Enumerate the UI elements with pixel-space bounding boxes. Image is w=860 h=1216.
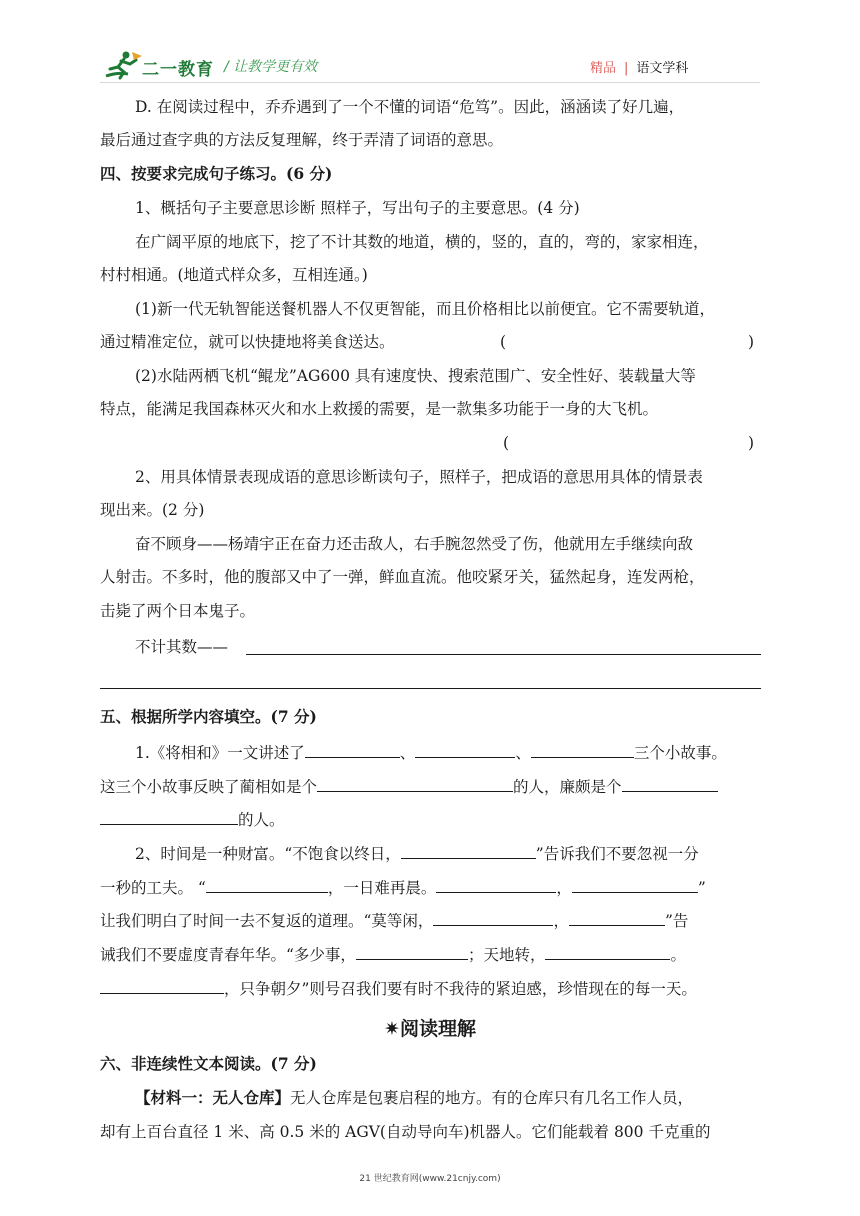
s4-s1-line1: (1)新一代无轨智能送餐机器人不仅更智能，而且价格相比以前便宜。它不需要轨道， [135, 300, 715, 318]
s5-q1-a: 1.《将相和》一文讲述了 [135, 744, 305, 762]
s4-idiom-prompt [135, 637, 228, 657]
s5-q1-e: 的人。 [238, 811, 285, 829]
s4-ex2-line1: 奋不顾身——杨靖宇正在奋力还击敌人，右手腕忽然受了伤，他就用左手继续向敌 [135, 535, 694, 553]
answer-paren-close-1: ) [748, 333, 755, 351]
blank-time-1[interactable] [401, 842, 536, 859]
s5-q2-c: 一秒的工夫。 “ [100, 879, 206, 897]
answer-paren-open-2: ( [503, 434, 510, 452]
s5-comma-1: 、 [399, 744, 416, 762]
header-right [590, 57, 688, 76]
blank-story-3[interactable] [531, 741, 634, 758]
s4-s1-line2: 通过精准定位，就可以快捷地将美食送达。 [100, 333, 395, 351]
material1-line1 [135, 1088, 693, 1108]
material1-line2: 却有上百台直径 1 米、高 0.5 米的 AGV(自动导向车)机器人。它们能载着 800 千克重的 [100, 1123, 711, 1141]
s4-s2-line1: (2)水陆两栖飞机“鲲龙”AG600 具有速度快、搜索范围广、安全性好、装载量大等 [135, 367, 696, 385]
runner-logo-icon [104, 50, 144, 80]
s4-ex2-line3: 击毙了两个日本鬼子。 [100, 602, 256, 620]
s5-q2-line5 [100, 977, 697, 999]
section5-title: 五、根据所学内容填空。(7 分) [100, 707, 317, 726]
s5-q2-g: 诫我们不要虚度青春年华。“多少事， [100, 946, 356, 964]
s5-q2-period: 。 [670, 946, 686, 964]
material1-label: 【材料一：无人仓库】 [135, 1088, 291, 1107]
para-d-line2: 最后通过查字典的方法反复理解，终于弄清了词语的意思。 [100, 131, 504, 149]
idiom-answer-blank[interactable] [246, 654, 761, 655]
s5-q1-line2 [100, 775, 718, 797]
blank-lian-po-a[interactable] [622, 775, 718, 792]
s4-example-line2: 村村相通。(地道式样众多，互相连通。) [100, 266, 368, 284]
s5-q1-d: 的人，廉颇是个 [513, 778, 622, 796]
s5-q2-b: ”告诉我们不要忽视一分 [535, 845, 699, 863]
s4-q1-title: 1、概括句子主要意思诊断 照样子，写出句子的主要意思。(4 分) [135, 199, 580, 217]
s5-q2-line1 [135, 842, 699, 864]
s4-q2-line1: 2、用具体情景表现成语的意思诊断读句子，照样子，把成语的意思用具体的情景表 [135, 468, 703, 486]
blank-time-7[interactable] [356, 943, 468, 960]
s4-ex2-line2: 人射击。不多时，他的腹部又中了一弹，鲜血直流。他咬紧牙关，猛然起身，连发两枪， [100, 568, 705, 586]
s5-q2-i: ，只争朝夕”则号召我们要有时不我待的紧迫感，珍惜现在的每一天。 [224, 980, 697, 998]
section6-title: 六、非连续性文本阅读。(7 分) [100, 1054, 317, 1073]
s5-q2-f: ”告 [664, 912, 689, 930]
header-rule [100, 82, 760, 83]
blank-story-1[interactable] [305, 741, 400, 758]
blank-time-4[interactable] [572, 876, 698, 893]
answer-paren-close-2: ) [748, 434, 755, 452]
s5-q1-line1 [135, 741, 727, 763]
s5-q1-b: 三个小故事。 [633, 744, 727, 762]
blank-time-3[interactable] [436, 876, 556, 893]
slogan: / 让教学更有效 [224, 59, 318, 75]
footer: 21 世纪教育网(www.21cnjy.com) [359, 1174, 501, 1184]
s4-q2-line2: 现出来。(2 分) [100, 501, 205, 519]
s5-q2-line2 [100, 876, 706, 898]
s5-q2-line3 [100, 909, 688, 931]
s5-q1-c: 这三个小故事反映了蔺相如是个 [100, 778, 318, 796]
s5-comma-2: 、 [515, 744, 531, 762]
material1-text1: 无人仓库是包裹启程的地方。有的仓库只有几名工作人员， [290, 1089, 694, 1107]
reading-section-title: ✷阅读理解 [384, 1018, 476, 1040]
s5-q2-d: ，一日难再晨。 [327, 879, 437, 897]
blank-lin-xiangru[interactable] [317, 775, 513, 792]
quality-label: 精品 [590, 61, 617, 76]
s5-q2-quote: ” [697, 879, 706, 897]
blank-lian-po-b[interactable] [100, 808, 238, 825]
blank-time-5[interactable] [433, 909, 553, 926]
para-d-line1: D. 在阅读过程中，乔乔遇到了一个不懂的词语“危笃”。因此，涵涵读了好几遍， [135, 98, 685, 116]
header-separator: | [624, 61, 629, 76]
s5-q2-comma: ， [556, 879, 572, 897]
blank-time-9[interactable] [100, 977, 224, 994]
logo-text: 二一教育 [142, 60, 214, 80]
subject-label: 语文学科 [636, 61, 689, 76]
s5-q1-line3 [100, 808, 285, 830]
s5-q2-line4 [100, 943, 686, 965]
blank-story-2[interactable] [415, 741, 515, 758]
section4-title: 四、按要求完成句子练习。(6 分) [100, 164, 333, 183]
blank-time-8[interactable] [545, 943, 670, 960]
s5-q2-comma-2: ， [553, 912, 569, 930]
s5-q2-a: 2、时间是一种财富。“不饱食以终日， [135, 845, 401, 863]
s4-example-line1: 在广阔平原的地底下，挖了不计其数的地道，横的，竖的，直的，弯的，家家相连， [135, 233, 709, 251]
idiom-answer-blank-2[interactable] [100, 688, 761, 689]
blank-time-2[interactable] [206, 876, 328, 893]
blank-time-6[interactable] [569, 909, 665, 926]
s5-q2-h: ；天地转， [467, 946, 546, 964]
s4-s2-line2: 特点，能满足我国森林灭火和水上救援的需要，是一款集多功能于一身的大飞机。 [100, 400, 659, 418]
answer-paren-open-1: ( [500, 333, 507, 351]
logo [104, 50, 214, 80]
idiom-prompt-text: 不计其数—— [135, 638, 229, 656]
s5-q2-e: 让我们明白了时间一去不复返的道理。“莫等闲， [100, 912, 434, 930]
